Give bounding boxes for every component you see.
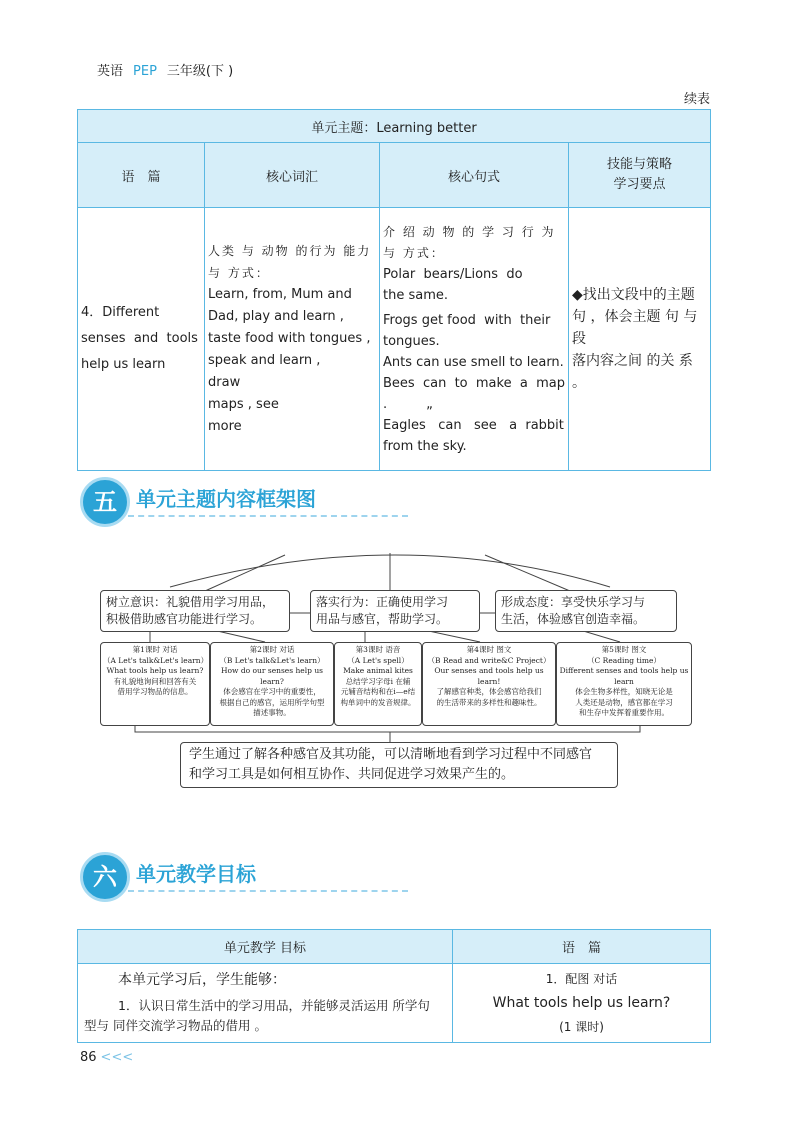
goal-intro: 本单元学习后，学生能够： bbox=[118, 972, 286, 988]
lesson-line: 第4课时 图文 bbox=[466, 645, 512, 654]
text-line: help us learn bbox=[81, 357, 166, 372]
page-number: 86 bbox=[80, 1050, 97, 1065]
lesson-line: 第5课时 图文 bbox=[601, 645, 647, 654]
cell-sentences bbox=[380, 208, 569, 471]
vocab-line: taste food with tongues , bbox=[208, 331, 371, 346]
section-divider bbox=[128, 515, 408, 517]
subject: 英语 bbox=[97, 64, 124, 79]
col-header-skills bbox=[569, 143, 711, 208]
sentence-line: Polar bears/Lions do bbox=[383, 266, 523, 282]
diagram-box-attitude: 形成态度：享受快乐学习与 生活，体验感官创造幸福。 bbox=[495, 590, 677, 632]
lesson-line: Our senses and tools help us learn! bbox=[434, 666, 544, 686]
lesson-box-1 bbox=[100, 642, 210, 726]
lesson-line: 根据自己的感官，运用所学句型 bbox=[219, 697, 325, 707]
cell-vocab bbox=[205, 208, 380, 471]
unit-table bbox=[77, 109, 711, 471]
arrow-line bbox=[205, 555, 285, 591]
lesson-line: 描述事物。 bbox=[253, 708, 291, 717]
lesson-line: （A Let's spell） bbox=[347, 655, 409, 665]
continued-label: 续表 bbox=[683, 92, 710, 107]
vocab-line: draw bbox=[208, 375, 241, 390]
section6-number: 六 bbox=[80, 852, 130, 902]
vocab-line: maps , see bbox=[208, 397, 279, 412]
section6-title: 单元教学目标 bbox=[136, 862, 256, 886]
lesson-box-5 bbox=[556, 642, 692, 726]
cell-text bbox=[78, 208, 205, 471]
section5-title: 单元主题内容框架图 bbox=[136, 487, 316, 511]
lesson-line: 有礼貌地询问和回答有关 bbox=[113, 676, 197, 686]
skills-line: 句 ，体会主题 句 与 段 bbox=[572, 309, 698, 347]
lesson-line: How do our senses help us learn? bbox=[220, 666, 324, 686]
texts-cell bbox=[453, 964, 711, 1043]
lesson-line: 借用学习物品的信息。 bbox=[117, 687, 193, 696]
sentence-line: 与 方式： bbox=[383, 245, 445, 260]
lesson-line: 第2课时 对话 bbox=[249, 645, 295, 654]
text-line: 4．Different bbox=[81, 305, 160, 320]
lesson-box-3 bbox=[334, 642, 422, 726]
sentence-line: Ants can use smell to learn. bbox=[383, 354, 564, 370]
sentence-line: Frogs get food with their bbox=[383, 312, 551, 328]
sentence-line: Eagles can see a rabbit bbox=[383, 417, 564, 433]
text-item-name: What tools help us learn? bbox=[492, 995, 671, 1011]
diagram-box-action: 落实行为：正确使用学习 用品与感官，帮助学习。 bbox=[310, 590, 480, 632]
text-item-title: 1．配图 对话 bbox=[545, 972, 618, 986]
vocab-line: 人类 与 动物 的行为 能力 bbox=[208, 244, 372, 258]
texts-header: 语 篇 bbox=[453, 930, 711, 964]
lesson-line: 的生活带来的多样性和趣味性。 bbox=[436, 697, 542, 707]
sentence-line: 介 绍 动 物 的 学 习 行 为 bbox=[383, 224, 556, 239]
lesson-line: 元辅音结构和在i—e结 bbox=[340, 687, 416, 696]
text-item-hours: (1 课时) bbox=[559, 1020, 604, 1034]
page-arrows: <<< bbox=[100, 1050, 134, 1065]
lesson-line: 构单词中的发音规律。 bbox=[340, 697, 416, 707]
section-divider bbox=[128, 890, 408, 892]
lesson-line: What tools help us learn? bbox=[106, 666, 204, 675]
lesson-box-4 bbox=[422, 642, 556, 726]
skills-line: 落内容之间 的关 系 。 bbox=[572, 353, 693, 391]
lesson-line: Different senses and tools help us learn bbox=[559, 666, 689, 686]
text-line: senses and tools bbox=[81, 331, 198, 346]
lesson-line: 人类还是动物，感官都在学习 bbox=[575, 697, 673, 707]
goals-table bbox=[77, 929, 711, 1043]
lesson-line: 总结学习字母i 在辅 bbox=[345, 676, 411, 686]
goals-cell bbox=[78, 964, 453, 1043]
vocab-line: 与 方式： bbox=[208, 266, 270, 280]
sentence-line: Bees can to make a map bbox=[383, 375, 565, 391]
vocab-line: speak and learn , bbox=[208, 353, 321, 368]
page-footer bbox=[80, 1050, 133, 1065]
sentence-line: . „ bbox=[383, 396, 433, 412]
goals-header: 单元教学 目标 bbox=[78, 930, 453, 964]
sentence-line: tongues. bbox=[383, 333, 440, 349]
lesson-line: 体会感官在学习中的重要性， bbox=[223, 687, 321, 696]
sentence-line: from the sky. bbox=[383, 438, 467, 454]
vocab-line: Learn, from, Mum and bbox=[208, 287, 352, 302]
goal-item: 1．认识日常生活中的学习用品，并能够灵活运用 所学句 型与 同伴交流学习物品的借用 。 bbox=[84, 998, 430, 1033]
lesson-box-2 bbox=[210, 642, 334, 726]
section5-number: 五 bbox=[80, 477, 130, 527]
unit-theme-title: 单元主题：Learning better bbox=[78, 110, 711, 143]
lesson-line: 了解感官种类，体会感官给我们 bbox=[436, 687, 542, 696]
edition: PEP bbox=[133, 64, 157, 79]
lesson-line: （B Read and write&C Project） bbox=[427, 655, 551, 665]
diagram-box-awareness: 树立意识：礼貌借用学习用品， 积极借助感官功能进行学习。 bbox=[100, 590, 290, 632]
col-header-sentences: 核心句式 bbox=[380, 143, 569, 208]
cell-skills bbox=[569, 208, 711, 471]
col-header-text: 语 篇 bbox=[78, 143, 205, 208]
vocab-line: Dad, play and learn , bbox=[208, 309, 344, 324]
lesson-line: 体会生物多样性，知晓无论是 bbox=[575, 687, 673, 696]
skills-line: ◆找出文段中的主题 bbox=[572, 287, 695, 303]
col-header-vocab: 核心词汇 bbox=[205, 143, 380, 208]
lesson-line: （C Reading time） bbox=[587, 655, 661, 665]
skills-header-text: 技能与策略 学习要点 bbox=[606, 157, 672, 192]
vocab-line: more bbox=[208, 419, 242, 434]
lesson-line: Make animal kites bbox=[343, 666, 413, 675]
lesson-line: （A Let's talk&Let's learn） bbox=[103, 655, 209, 665]
diagram-summary-box: 学生通过了解各种感官及其功能，可以清晰地看到学习过程中不同感官 和学习工具是如何相互协作、共同促进学习效果产生的。 bbox=[180, 742, 618, 788]
lesson-line: （B Let's talk&Let's learn） bbox=[219, 655, 325, 665]
lesson-line: 和生存中发挥着重要作用。 bbox=[579, 708, 669, 717]
grade: 三年级(下 ) bbox=[166, 64, 234, 79]
lesson-line: 第1课时 对话 bbox=[132, 645, 178, 654]
lesson-line: 第3课时 语音 bbox=[355, 645, 401, 654]
page-header bbox=[97, 60, 233, 79]
sentence-line: the same. bbox=[383, 287, 448, 303]
